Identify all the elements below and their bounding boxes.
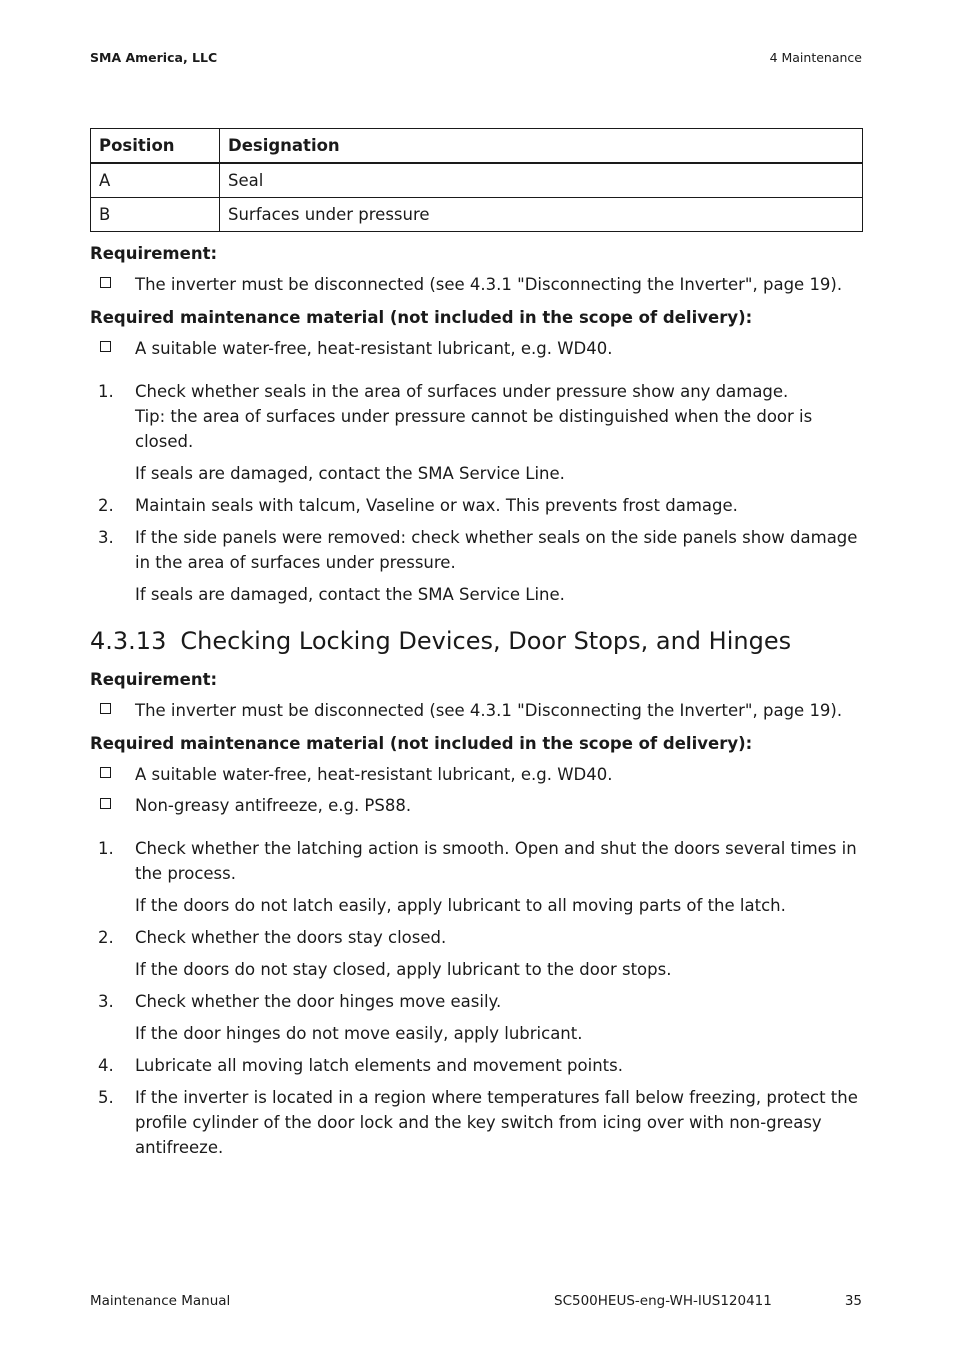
- step-list: [90, 836, 863, 1160]
- material-heading: Required maintenance material (not included in the scope of delivery):: [90, 734, 753, 753]
- step-item: 2. Check whether the doors stay closed. If the doors do not stay closed, apply lubricant to the door stops.: [90, 925, 863, 982]
- step-item: 2. Maintain seals with talcum, Vaseline or wax. This prevents frost damage.: [90, 493, 863, 518]
- section-title-text: Checking Locking Devices, Door Stops, and Hinges: [180, 627, 792, 655]
- step-result: If the doors do not stay closed, apply lubricant to the door stops.: [135, 960, 672, 979]
- step-result: If seals are damaged, contact the SMA Service Line.: [135, 585, 565, 604]
- step-item: 4. Lubricate all moving latch elements and movement points.: [90, 1053, 863, 1078]
- requirement-heading: Requirement:: [90, 244, 218, 263]
- material-item: Non-greasy antifreeze, e.g. PS88.: [90, 793, 863, 818]
- step-item: 3. Check whether the door hinges move easily. If the door hinges do not move easily, apply lubricant.: [90, 989, 863, 1046]
- table-row: [91, 198, 863, 232]
- checkbox-icon: [100, 798, 111, 809]
- table-cell: Surfaces under pressure: [220, 198, 863, 232]
- step-result: If the doors do not latch easily, apply lubricant to all moving parts of the latch.: [135, 896, 786, 915]
- table-row: [91, 163, 863, 198]
- step-text: If the inverter is located in a region where temperatures fall below freezing, protect the profile cylinder of the door lock and the key switch from icing over with non-greasy antifreeze.: [135, 1088, 858, 1157]
- checkbox-icon: [100, 767, 111, 778]
- header-company: SMA America, LLC: [90, 50, 218, 65]
- step-text: Maintain seals with talcum, Vaseline or wax. This prevents frost damage.: [135, 496, 738, 515]
- checkbox-icon: [100, 341, 111, 352]
- step-result: If the door hinges do not move easily, apply lubricant.: [135, 1024, 583, 1043]
- table-header-designation: Designation: [220, 129, 863, 164]
- material-item: A suitable water-free, heat-resistant lubricant, e.g. WD40.: [90, 762, 863, 787]
- header-chapter: 4 Maintenance: [769, 50, 862, 65]
- step-item: 3. If the side panels were removed: check whether seals on the side panels show damage in the area of surfaces under pressure. If seals are damaged, contact the SMA Service Line.: [90, 525, 863, 607]
- requirement-item: The inverter must be disconnected (see 4.3.1 "Disconnecting the Inverter", page 19).: [90, 698, 863, 723]
- section-heading: [90, 625, 863, 657]
- table-header-position: Position: [91, 129, 220, 164]
- step-item: 1. Check whether seals in the area of surfaces under pressure show any damage. Tip: the area of surfaces under pressure cannot be distinguished when the door is closed. If seals are damaged, contact the SMA Service Line.: [90, 379, 863, 486]
- table-header-row: [91, 129, 863, 164]
- table-cell: A: [91, 163, 220, 198]
- footer-doc-title: Maintenance Manual: [90, 1293, 231, 1309]
- requirement-item: The inverter must be disconnected (see 4.3.1 "Disconnecting the Inverter", page 19).: [90, 272, 863, 297]
- step-item: 5. If the inverter is located in a region where temperatures fall below freezing, protect the profile cylinder of the door lock and the key switch from icing over with non-greasy antifreeze.: [90, 1085, 863, 1160]
- footer-doc-code: SC500HEUS-eng-WH-IUS120411: [554, 1293, 772, 1309]
- step-text: If the side panels were removed: check whether seals on the side panels show damage in the area of surfaces under pressure.: [135, 528, 858, 572]
- step-text: Check whether the latching action is smooth. Open and shut the doors several times in the process.: [135, 839, 857, 883]
- table-cell: B: [91, 198, 220, 232]
- step-result: If seals are damaged, contact the SMA Service Line.: [135, 464, 565, 483]
- step-text: Check whether the door hinges move easily.: [135, 992, 502, 1011]
- material-heading: Required maintenance material (not included in the scope of delivery):: [90, 308, 753, 327]
- requirement-heading: Requirement:: [90, 670, 218, 689]
- step-tip: Tip: the area of surfaces under pressure cannot be distinguished when the door is closed.: [135, 407, 813, 451]
- step-list: [90, 379, 863, 607]
- step-item: 1. Check whether the latching action is smooth. Open and shut the doors several times in the process. If the doors do not latch easily, apply lubricant to all moving parts of the latch.: [90, 836, 863, 918]
- checkbox-icon: [100, 703, 111, 714]
- designation-table: [90, 128, 863, 232]
- table-cell: Seal: [220, 163, 863, 198]
- page-content: [90, 241, 863, 1167]
- step-text: Check whether seals in the area of surfaces under pressure show any damage.: [135, 382, 789, 401]
- step-text: Lubricate all moving latch elements and movement points.: [135, 1056, 623, 1075]
- step-text: Check whether the doors stay closed.: [135, 928, 447, 947]
- section-number: 4.3.13: [90, 627, 167, 655]
- material-item: A suitable water-free, heat-resistant lubricant, e.g. WD40.: [90, 336, 863, 361]
- checkbox-icon: [100, 277, 111, 288]
- footer-page-number: 35: [844, 1293, 862, 1309]
